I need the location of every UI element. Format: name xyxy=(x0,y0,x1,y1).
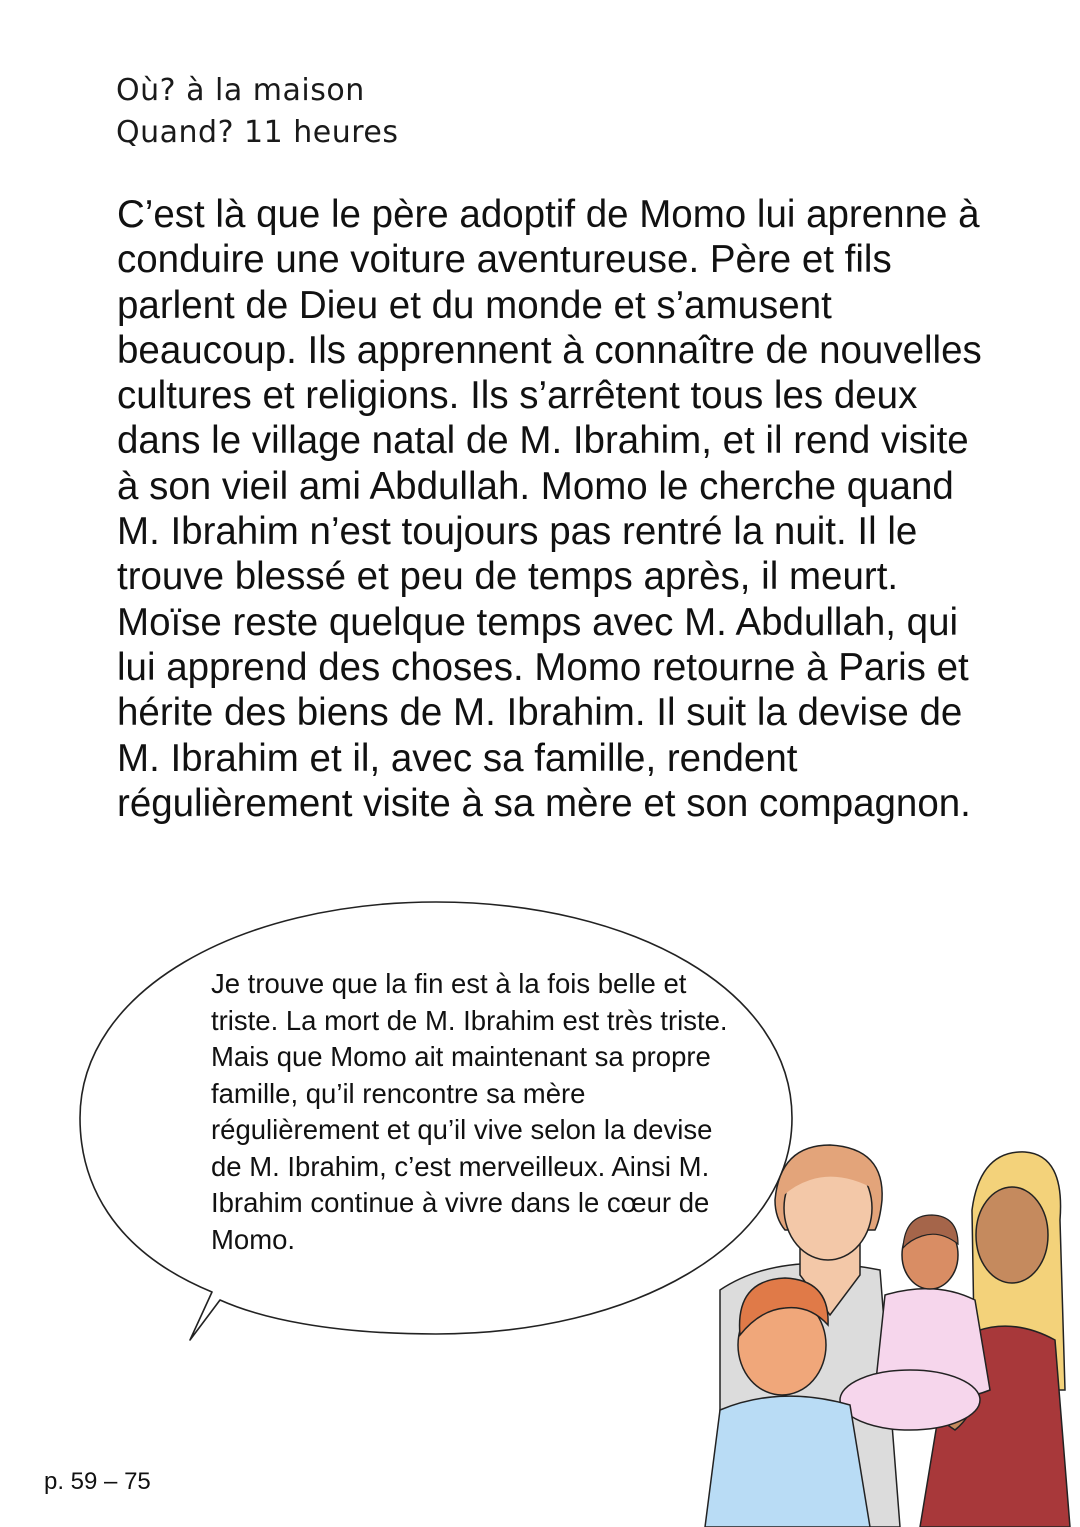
baby-tutu xyxy=(840,1370,980,1430)
where-line: Où? à la maison xyxy=(116,73,365,108)
family-illustration-icon xyxy=(700,1140,1080,1527)
when-line: Quand? 11 heures xyxy=(116,115,399,150)
opinion-text: Je trouve que la fin est à la fois belle et triste. La mort de M. Ibrahim est très triste. Mais que Momo ait maintenant sa propre famille, qu’il rencontre sa mère régulièrement et qu’il vive selon la devise de M. Ibrahim, c’est merveilleux. Ainsi M. Ibrahim continue à vivre dans le cœur de Momo. xyxy=(211,968,728,1255)
boy-body xyxy=(705,1396,870,1527)
woman-face xyxy=(976,1187,1048,1283)
page-reference: p. 59 – 75 xyxy=(44,1468,151,1495)
chapter-summary: C’est là que le père adoptif de Momo lui aprenne à conduire une voiture aventureuse. Père et fils parlent de Dieu et du monde et s’amusent beaucoup. Ils apprennent à connaître de nouvelles cultures et religions. Ils s’arrêtent tous les deux dans le village natal de M. Ibrahim, et il rend visite à son vieil ami Abdullah. Momo le cherche quand M. Ibrahim n’est toujours pas rentré la nuit. Il le trouve blessé et peu de temps après, il meurt. Moïse reste quelque temps avec M. Abdullah, qui lui apprend des choses. Momo retourne à Paris et hérite des biens de M. Ibrahim. Il suit la devise de M. Ibrahim et il, avec sa famille, rendent régulièrement visite à sa mère et son compagnon. xyxy=(117,193,982,825)
